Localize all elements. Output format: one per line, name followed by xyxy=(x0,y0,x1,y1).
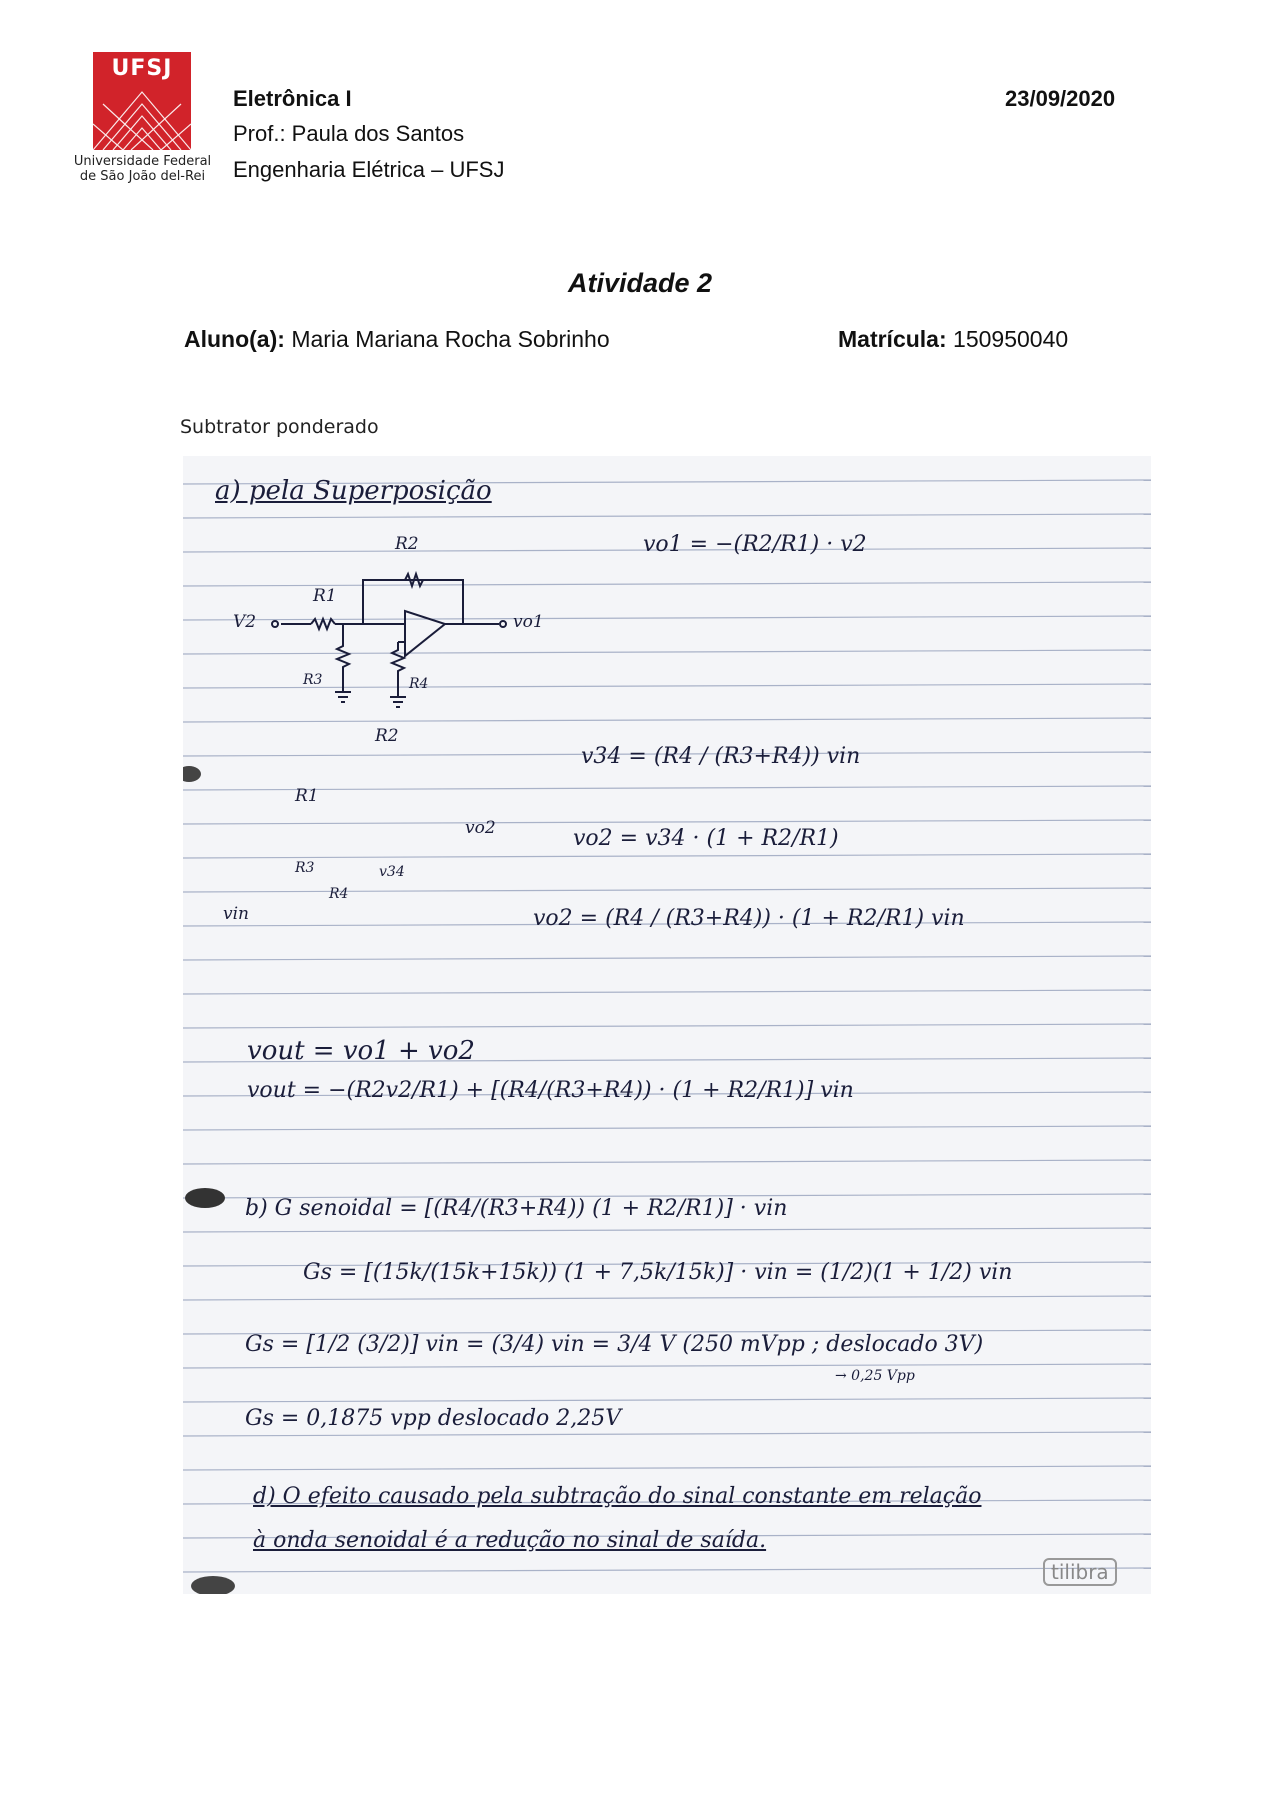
circuit-2-label-r1: R1 xyxy=(295,786,319,806)
circuit-2-label-r2: R2 xyxy=(375,726,399,746)
department: Engenharia Elétrica – UFSJ xyxy=(233,157,505,182)
equation-vout-2: vout = −(R2v2/R1) + [(R4/(R3+R4)) · (1 + R2/R1)] vin xyxy=(247,1078,854,1103)
university-logo xyxy=(70,52,215,197)
circuit-2-label-vin: vin xyxy=(223,904,249,924)
student-label: Aluno(a): xyxy=(184,326,285,352)
student-id-field xyxy=(838,326,1068,353)
course-name: Eletrônica I xyxy=(233,86,352,111)
equation-vout-1: vout = vo1 + vo2 xyxy=(247,1036,475,1066)
circuit-1-label-v2: V2 xyxy=(233,612,257,632)
part-d-line-1: d) O efeito causado pela subtração do sinal constante em relação xyxy=(253,1484,982,1509)
circuit-2-label-v34: v34 xyxy=(379,864,405,880)
part-b-line-1: b) G senoidal = [(R4/(R3+R4)) (1 + R2/R1)] · vin xyxy=(245,1196,788,1221)
circuit-1-label-vo1: vo1 xyxy=(513,612,544,632)
page-title: Atividade 2 xyxy=(567,268,713,298)
circuit-1-label-r1: R1 xyxy=(313,586,337,606)
logo-name-line-2: de São João del-Rei xyxy=(79,169,206,184)
logo-university-name xyxy=(70,154,215,184)
professor-name: Prof.: Paula dos Santos xyxy=(233,121,465,146)
student-field xyxy=(184,326,610,353)
equation-vo2-a: vo2 = v34 · (1 + R2/R1) xyxy=(573,826,839,851)
part-a-heading: a) pela Superposição xyxy=(215,476,492,506)
student-name: Maria Mariana Rocha Sobrinho xyxy=(291,326,610,352)
logo-mountains-icon xyxy=(93,84,191,150)
part-d-line-2: à onda senoidal é a redução no sinal de saída. xyxy=(253,1528,767,1553)
equation-vo1: vo1 = −(R2/R1) · v2 xyxy=(643,532,867,557)
logo-name-line-1: Universidade Federal xyxy=(73,154,212,169)
document-date: 23/09/2020 xyxy=(1005,86,1116,111)
circuit-1-label-r3: R3 xyxy=(303,672,323,688)
part-b-line-4: Gs = 0,1875 vpp deslocado 2,25V xyxy=(245,1406,622,1431)
student-id-label: Matrícula: xyxy=(838,326,947,352)
circuit-2-label-r3: R3 xyxy=(295,860,315,876)
circuit-1-label-r2: R2 xyxy=(395,534,419,554)
logo-abbreviation: UFSJ xyxy=(111,56,173,81)
part-b-line-3: Gs = [1/2 (3/2)] vin = (3/4) vin = 3/4 V (250 mVpp ; deslocado 3V) xyxy=(245,1332,984,1357)
circuit-1-label-r4: R4 xyxy=(409,676,429,692)
equation-vo2-b: vo2 = (R4 / (R3+R4)) · (1 + R2/R1) vin xyxy=(533,906,965,931)
notebook-brand-logo: tilibra xyxy=(1043,1558,1117,1586)
circuit-2-label-r4: R4 xyxy=(329,886,349,902)
section-label: Subtrator ponderado xyxy=(180,416,379,438)
part-b-note: → 0,25 Vpp xyxy=(835,1368,915,1384)
equation-v34: v34 = (R4 / (R3+R4)) vin xyxy=(581,744,861,769)
circuit-2-label-vo2: vo2 xyxy=(465,818,496,838)
logo-emblem xyxy=(93,52,191,150)
part-b-line-2: Gs = [(15k/(15k+15k)) (1 + 7,5k/15k)] · vin = (1/2)(1 + 1/2) vin xyxy=(303,1260,1013,1285)
handwritten-notes-photo xyxy=(183,456,1151,1594)
student-id: 150950040 xyxy=(953,326,1069,352)
